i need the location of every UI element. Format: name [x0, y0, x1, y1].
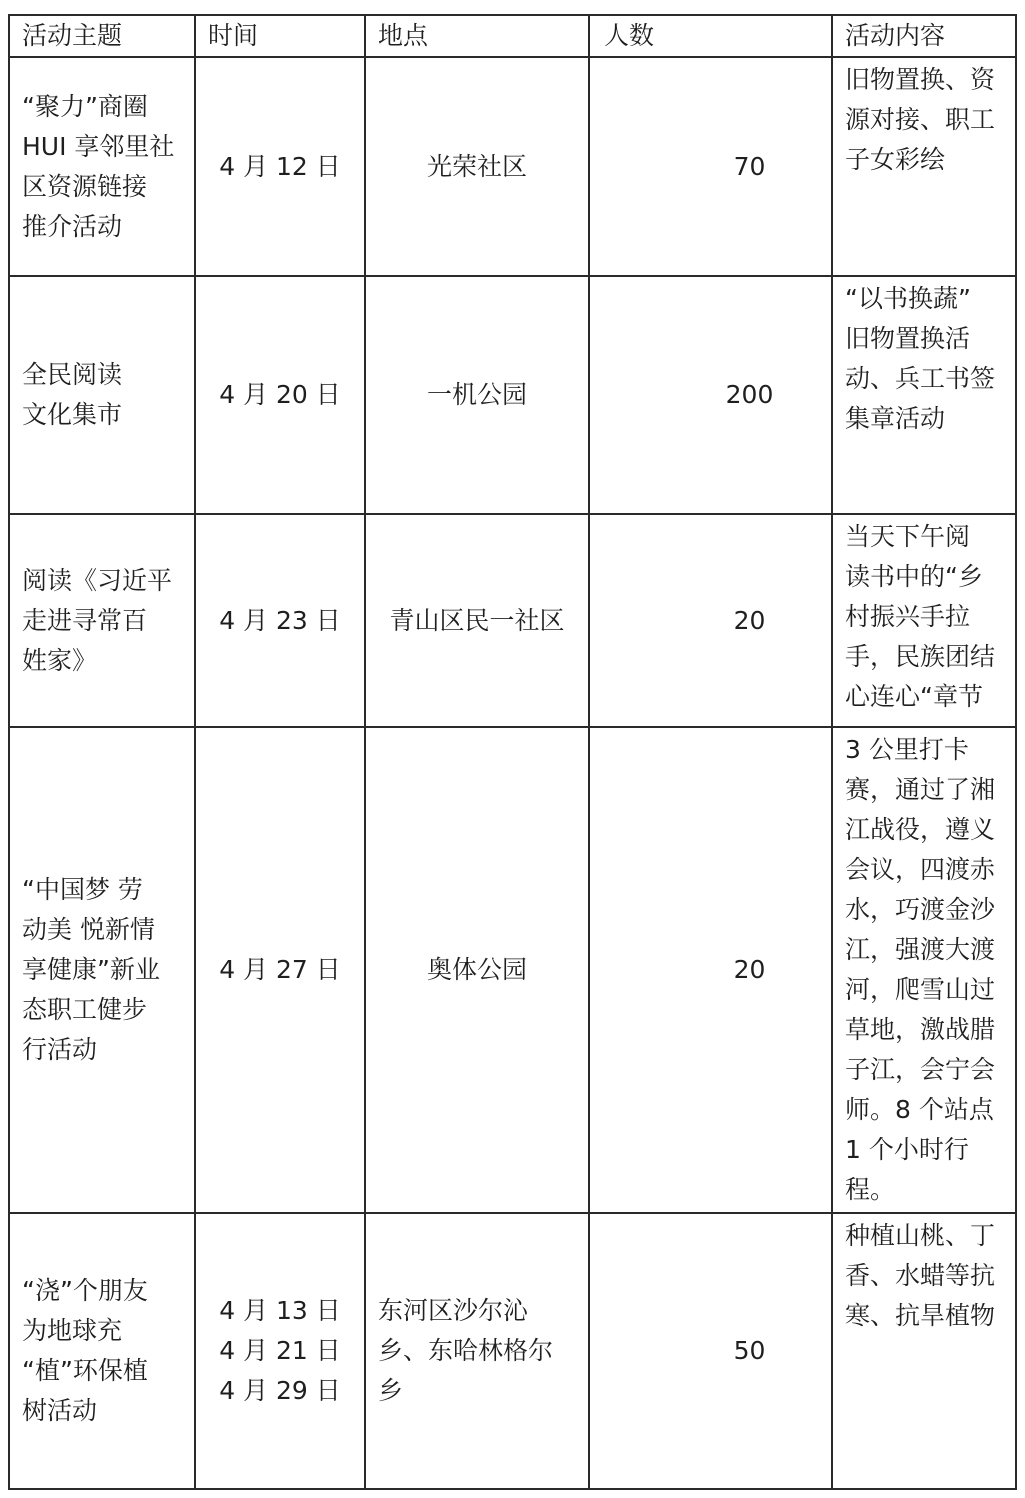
cell-content: 3 公里打卡 赛，通过了湘 江战役，遵义 会议，四渡赤 水，巧渡金沙 江，强渡大渡 河，爬雪山过 草地，激战腊 子江，会宁会 师。8 个站点 1 个小时行 程。 [832, 727, 1016, 1213]
cell-place: 青山区民一社区 [365, 514, 589, 727]
cell-count: 20 [589, 514, 832, 727]
cell-place: 奥体公园 [365, 727, 589, 1213]
header-place: 地点 [365, 15, 589, 57]
cell-time: 4 月 23 日 [195, 514, 365, 727]
header-count: 人数 [589, 15, 832, 57]
cell-theme: “聚力”商圈 HUI 享邻里社 区资源链接 推介活动 [9, 57, 195, 276]
cell-place: 东河区沙尔沁 乡、东哈林格尔 乡 [365, 1213, 589, 1489]
table-header-row [9, 15, 1016, 57]
cell-theme: “浇”个朋友 为地球充 “植”环保植 树活动 [9, 1213, 195, 1489]
header-theme: 活动主题 [9, 15, 195, 57]
cell-time: 4 月 13 日 4 月 21 日 4 月 29 日 [195, 1213, 365, 1489]
cell-theme: 全民阅读 文化集市 [9, 276, 195, 514]
cell-count: 70 [589, 57, 832, 276]
cell-time: 4 月 27 日 [195, 727, 365, 1213]
cell-place: 光荣社区 [365, 57, 589, 276]
cell-count: 200 [589, 276, 832, 514]
table-row [9, 727, 1016, 1213]
activity-table [8, 14, 1017, 1490]
cell-theme: “中国梦 劳 动美 悦新情 享健康”新业 态职工健步 行活动 [9, 727, 195, 1213]
cell-count: 20 [589, 727, 832, 1213]
table-row [9, 1213, 1016, 1489]
cell-theme: 阅读《习近平 走进寻常百 姓家》 [9, 514, 195, 727]
table-row [9, 514, 1016, 727]
cell-content: 旧物置换、资 源对接、职工 子女彩绘 [832, 57, 1016, 276]
header-content: 活动内容 [832, 15, 1016, 57]
cell-time: 4 月 12 日 [195, 57, 365, 276]
header-time: 时间 [195, 15, 365, 57]
cell-count: 50 [589, 1213, 832, 1489]
cell-place: 一机公园 [365, 276, 589, 514]
cell-content: 当天下午阅 读书中的“乡 村振兴手拉 手，民族团结 心连心“章节 [832, 514, 1016, 727]
cell-content: 种植山桃、丁 香、水蜡等抗 寒、抗旱植物 [832, 1213, 1016, 1489]
cell-content: “以书换蔬” 旧物置换活 动、兵工书签 集章活动 [832, 276, 1016, 514]
cell-time: 4 月 20 日 [195, 276, 365, 514]
table-row [9, 276, 1016, 514]
table-row [9, 57, 1016, 276]
